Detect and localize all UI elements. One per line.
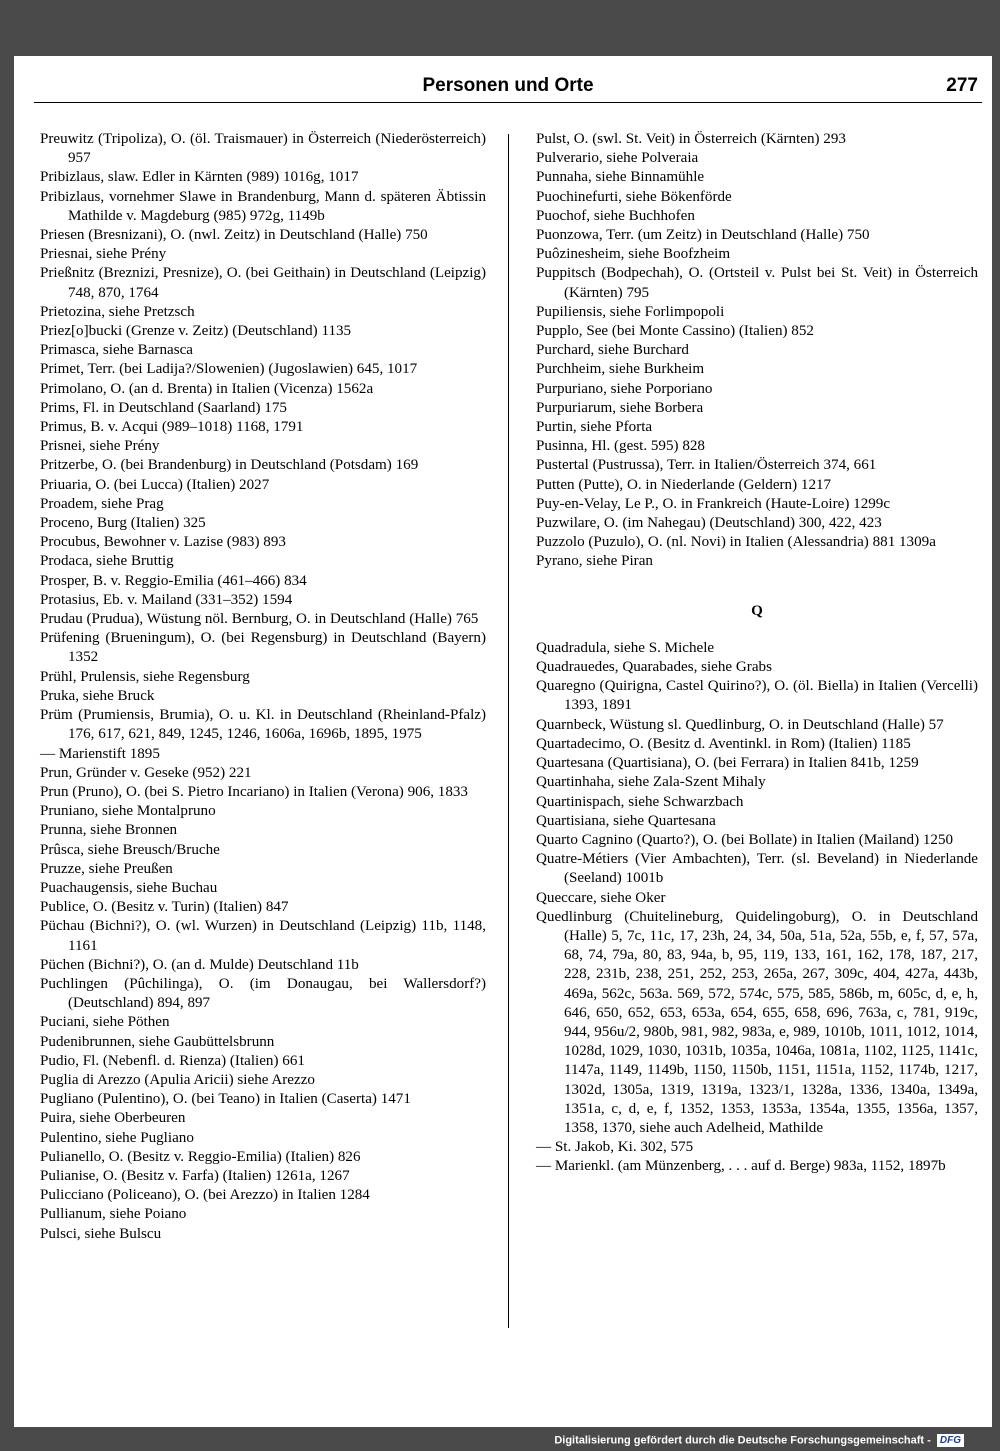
index-entry: Pribizlaus, vornehmer Slawe in Brandenburg, Mann d. späteren Äbtissin Mathilde v. Magdeburg (985) 972g, 1149b xyxy=(40,188,486,224)
index-entry: Quartadecimo, O. (Besitz d. Aventinkl. in Rom) (Italien) 1185 xyxy=(536,735,911,752)
footer xyxy=(554,1434,964,1447)
index-entry: Quartinhaha, siehe Zala-Szent Mihaly xyxy=(536,774,766,791)
index-entry: Pusinna, Hl. (gest. 595) 828 xyxy=(536,438,705,455)
index-entry: Prüfening (Brueningum), O. (bei Regensburg) in Deutschland (Bayern) 1352 xyxy=(40,630,486,666)
index-entry: Quedlinburg (Chuitelineburg, Quidelingoburg), O. in Deutschland (Halle) 5, 7c, 11c, 17, 23h, 24, 34, 50a, 51a, 52a, 55b, e, f, 57, 57a, 68, 74, 79a, 80, 83, 94a, b, 95, 119, 133, 161, 162, 178, 187, 217, 228, 231b, 238, 251, 252, 253, 265a, 267, 309c, 404, 427a, 443b, 469a, 562c, 563a. 569, 572, 574c, 575, 585, 586b, m, 605c, d, e, h, 646, 650, 652, 653, 653a, 654, 655, 658, 696, 763a, c, 781, 919c, 944, 956u/2, 980b, 981, 982, 983a, e, 989, 1010b, 1011, 1012, 1014, 1028d, 1029, 1030, 1031b, 1035a, 1046a, 1081a, 1102, 1125, 1141c, 1147a, 1149, 1149b, 1150, 1150b, 1151, 1151a, 1152, 1174b, 1217, 1302d, 1305a, 1319, 1319a, 1323/1, 1328a, 1336, 1340a, 1349a, 1351a, c, d, e, f, 1352, 1353, 1353a, 1354a, 1355, 1356a, 1357, 1358, 1370, siehe auch Adelheid, Mathilde xyxy=(536,908,978,1136)
index-entry: Priesen (Bresnizani), O. (nwl. Zeitz) in Deutschland (Halle) 750 xyxy=(40,227,428,244)
document-page xyxy=(14,56,992,1427)
index-entry: Pulst, O. (swl. St. Veit) in Österreich (Kärnten) 293 xyxy=(536,131,846,147)
page-header xyxy=(34,72,982,103)
index-entry: Puochof, siehe Buchhofen xyxy=(536,207,695,224)
index-entry: Purpuriarum, siehe Borbera xyxy=(536,399,704,416)
index-entry: Prûsca, siehe Breusch/Bruche xyxy=(40,841,220,858)
column-divider xyxy=(508,134,509,1328)
index-entry: Priuaria, O. (bei Lucca) (Italien) 2027 xyxy=(40,476,270,493)
index-entry: Prudau (Prudua), Wüstung nöl. Bernburg, O. in Deutschland (Halle) 765 xyxy=(40,611,479,628)
index-entry: Prisnei, siehe Prény xyxy=(40,438,160,455)
index-entry: Pulentino, siehe Pugliano xyxy=(40,1129,194,1146)
dfg-logo: DFG xyxy=(937,1434,964,1447)
index-entry: Quadrauedes, Quarabades, siehe Grabs xyxy=(536,659,772,676)
index-entry: Queccare, siehe Oker xyxy=(536,889,666,906)
index-entry: Prüm (Prumiensis, Brumia), O. u. Kl. in Deutschland (Rheinland-Pfalz) 176, 617, 621, 849, 1245, 1246, 1606a, 1696b, 1895, 1975 xyxy=(40,707,486,743)
index-entry: — St. Jakob, Ki. 302, 575 xyxy=(536,1139,694,1156)
index-entry: Pulianise, O. (Besitz v. Farfa) (Italien) 1261a, 1267 xyxy=(40,1167,350,1184)
index-entry: Puppitsch (Bodpechah), O. (Ortsteil v. Pulst bei St. Veit) in Österreich (Kärnten) 795 xyxy=(536,265,978,301)
index-entry: Prietozina, siehe Pretzsch xyxy=(40,303,195,320)
index-entry: Prodaca, siehe Bruttig xyxy=(40,553,174,570)
index-entry: Püchau (Bichni?), O. (wl. Wurzen) in Deutschland (Leipzig) 11b, 1148, 1161 xyxy=(40,918,486,954)
index-entry: Pupiliensis, siehe Forlimpopoli xyxy=(536,303,725,320)
index-entry: Prosper, B. v. Reggio-Emilia (461–466) 834 xyxy=(40,572,307,589)
index-entry: Primus, B. v. Acqui (989–1018) 1168, 1791 xyxy=(40,419,304,436)
index-entry: Pruzze, siehe Preußen xyxy=(40,860,173,877)
index-entry: Pribizlaus, slaw. Edler in Kärnten (989) 1016g, 1017 xyxy=(40,169,359,186)
index-entry: Purchheim, siehe Burkheim xyxy=(536,361,705,378)
index-entry: Pullianum, siehe Poiano xyxy=(40,1206,187,1223)
index-entry: Puzzolo (Puzulo), O. (nl. Novi) in Italien (Alessandria) 881 1309a xyxy=(536,534,936,551)
index-entry: Puira, siehe Oberbeuren xyxy=(40,1110,186,1127)
index-entry: Primet, Terr. (bei Ladija?/Slowenien) (Jugoslawien) 645, 1017 xyxy=(40,361,418,378)
index-entry: Pruka, siehe Bruck xyxy=(40,687,155,704)
index-entry: Prun, Gründer v. Geseke (952) 221 xyxy=(40,764,252,781)
left-column xyxy=(40,130,486,1244)
index-entry: Puglia di Arezzo (Apulia Aricii) siehe Arezzo xyxy=(40,1071,315,1088)
index-entry: Preuwitz (Tripoliza), O. (öl. Traismauer) in Österreich (Niederösterreich) 957 xyxy=(40,131,486,167)
index-entry: — Marienkl. (am Münzenberg, . . . auf d. Berge) 983a, 1152, 1897b xyxy=(536,1158,946,1175)
index-entry: Pruniano, siehe Montalpruno xyxy=(40,803,216,820)
footer-text: Digitalisierung gefördert durch die Deutsche Forschungsgemeinschaft - xyxy=(554,1434,931,1447)
index-entry: Quarnbeck, Wüstung sl. Quedlinburg, O. in Deutschland (Halle) 57 xyxy=(536,716,944,733)
index-entry: Procubus, Bewohner v. Lazise (983) 893 xyxy=(40,534,286,551)
q-entries xyxy=(536,639,978,1177)
index-entry: Puciani, siehe Pöthen xyxy=(40,1014,170,1031)
index-entry: Pudio, Fl. (Nebenfl. d. Rienza) (Italien) 661 xyxy=(40,1052,305,1069)
index-entry: Purchard, siehe Burchard xyxy=(536,342,689,359)
index-entry: Puôzinesheim, siehe Boofzheim xyxy=(536,246,731,263)
index-entry: Prunna, siehe Bronnen xyxy=(40,822,178,839)
index-entry: Quadradula, siehe S. Michele xyxy=(536,639,715,656)
index-entry: Protasius, Eb. v. Mailand (331–352) 1594 xyxy=(40,591,293,608)
index-entry: Purtin, siehe Pforta xyxy=(536,419,653,436)
index-entry: Puy-en-Velay, Le P., O. in Frankreich (Haute-Loire) 1299c xyxy=(536,495,891,512)
index-entry: Pritzerbe, O. (bei Brandenburg) in Deutschland (Potsdam) 169 xyxy=(40,457,419,474)
page-number: 277 xyxy=(946,75,978,96)
index-entry: Quartinispach, siehe Schwarzbach xyxy=(536,793,744,810)
index-entry: Priez[o]bucki (Grenze v. Zeitz) (Deutschland) 1135 xyxy=(40,323,352,340)
index-entry: Punnaha, siehe Binnamühle xyxy=(536,169,705,186)
index-entry: Proadem, siehe Prag xyxy=(40,495,164,512)
index-entry: Proceno, Burg (Italien) 325 xyxy=(40,515,206,532)
index-entry: Puchlingen (Pûchilinga), O. (im Donaugau, bei Wallersdorf?) (Deutschland) 894, 897 xyxy=(40,975,486,1012)
index-entry: Quatre-Métiers (Vier Ambachten), Terr. (sl. Beveland) in Niederlande (Seeland) 1001b xyxy=(536,851,978,887)
index-entry: Puonzowa, Terr. (um Zeitz) in Deutschland (Halle) 750 xyxy=(536,227,870,244)
index-entry: Pugliano (Pulentino), O. (bei Teano) in Italien (Caserta) 1471 xyxy=(40,1091,411,1108)
section-letter-heading: Q xyxy=(751,602,763,619)
index-entry: Prims, Fl. in Deutschland (Saarland) 175 xyxy=(40,399,287,416)
index-entry: Putten (Putte), O. in Niederlande (Geldern) 1217 xyxy=(536,476,832,493)
index-entry: Priesnai, siehe Prény xyxy=(40,246,167,263)
page-title: Personen und Orte xyxy=(422,75,594,96)
index-entry: Quaregno (Quirigna, Castel Quirino?), O. (öl. Biella) in Italien (Vercelli) 1393, 1891 xyxy=(536,678,978,714)
index-entry: Puochinefurti, siehe Bökenförde xyxy=(536,188,732,205)
index-entry: Puachaugensis, siehe Buchau xyxy=(40,879,218,896)
index-entry: Prun (Pruno), O. (bei S. Pietro Incariano) in Italien (Verona) 906, 1833 xyxy=(40,783,468,800)
index-entry: Pulverario, siehe Polveraia xyxy=(536,150,699,167)
index-entry: Prießnitz (Breznizi, Presnize), O. (bei Geithain) in Deutschland (Leipzig) 748, 870, 1764 xyxy=(40,265,486,301)
index-entry: Prühl, Prulensis, siehe Regensburg xyxy=(40,668,250,685)
index-entry: Pyrano, siehe Piran xyxy=(536,553,653,570)
index-entry: Quarto Cagnino (Quarto?), O. (bei Bollate) in Italien (Mailand) 1250 xyxy=(536,831,954,848)
right-column xyxy=(536,130,978,1177)
index-entry: Pulicciano (Policeano), O. (bei Arezzo) in Italien 1284 xyxy=(40,1187,370,1204)
index-entry: Publice, O. (Besitz v. Turin) (Italien) 847 xyxy=(40,899,289,916)
index-entry: Pudenibrunnen, siehe Gaubüttelsbrunn xyxy=(40,1033,275,1050)
index-entry: Pupplo, See (bei Monte Cassino) (Italien) 852 xyxy=(536,323,814,340)
index-entry: Püchen (Bichni?), O. (an d. Mulde) Deutschland 11b xyxy=(40,956,359,973)
index-entry: Purpuriano, siehe Porporiano xyxy=(536,380,713,397)
index-entry: Quartisiana, siehe Quartesana xyxy=(536,812,716,829)
index-entry: — Marienstift 1895 xyxy=(40,745,160,762)
index-entry: Pustertal (Pustrussa), Terr. in Italien/Österreich 374, 661 xyxy=(536,457,877,474)
index-entry: Puzwilare, O. (im Nahegau) (Deutschland) 300, 422, 423 xyxy=(536,515,882,532)
index-entry: Primasca, siehe Barnasca xyxy=(40,342,193,359)
index-entry: Pulianello, O. (Besitz v. Reggio-Emilia) (Italien) 826 xyxy=(40,1148,361,1165)
index-entry: Pulsci, siehe Bulscu xyxy=(40,1225,162,1242)
index-entry: Quartesana (Quartisiana), O. (bei Ferrara) in Italien 841b, 1259 xyxy=(536,755,919,772)
p-entries xyxy=(536,130,978,572)
index-entry: Primolano, O. (an d. Brenta) in Italien (Vicenza) 1562a xyxy=(40,380,374,397)
